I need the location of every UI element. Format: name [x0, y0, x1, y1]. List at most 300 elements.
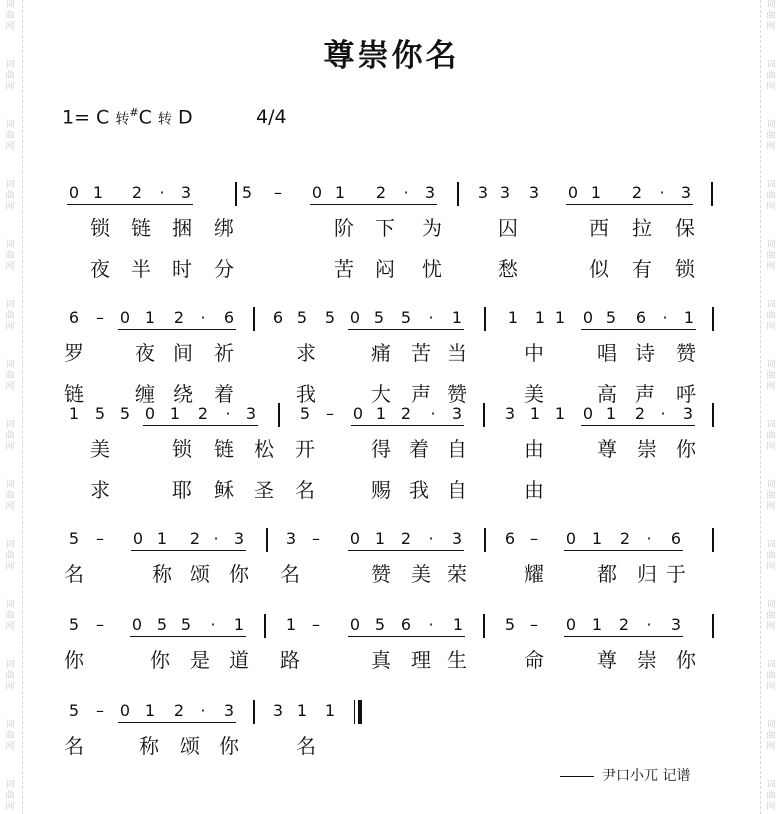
lyric-char: 你 [64, 648, 84, 672]
dot-note: · [646, 529, 652, 548]
bar-line [278, 403, 280, 427]
lyric-char: 称 [152, 562, 172, 586]
lyric-char: 链 [64, 382, 84, 406]
lyric-char: 我 [409, 478, 429, 502]
lyric-char: 颂 [190, 562, 210, 586]
lyric-char: 唱 [597, 341, 617, 365]
watermark-text: 词 曲 网 [766, 420, 776, 452]
watermark-text: 词 曲 网 [5, 120, 15, 152]
lyric-char: 大 [371, 382, 391, 406]
note: 3 [424, 183, 436, 202]
watermark-text: 词 曲 网 [5, 600, 15, 632]
note: 1 [144, 308, 156, 327]
bar-line [483, 403, 485, 427]
dot-note: · [210, 615, 216, 634]
note: 2 [634, 404, 646, 423]
watermark-text: 词 曲 网 [766, 300, 776, 332]
watermark-text: 词 曲 网 [5, 480, 15, 512]
lyric-char: 美 [524, 382, 544, 406]
note: 0 [131, 615, 143, 634]
lyric-char: 赞 [676, 341, 696, 365]
note: 1 [375, 404, 387, 423]
lyric-char: 闷 [375, 257, 395, 281]
lyric-char: 名 [296, 734, 316, 758]
watermark-text: 词 曲 网 [766, 600, 776, 632]
lyric-char: 道 [229, 648, 249, 672]
lyric-char: 保 [675, 216, 695, 240]
beam-underline [564, 550, 683, 551]
note: 0 [349, 529, 361, 548]
dash-note: – [312, 615, 320, 634]
lyric-char: 我 [296, 382, 316, 406]
beam-underline [130, 636, 246, 637]
note: 0 [311, 183, 323, 202]
lyric-char: 命 [524, 648, 544, 672]
note: 2 [618, 615, 630, 634]
note: 5 [156, 615, 168, 634]
lyric-line [0, 215, 783, 241]
lyric-char: 绕 [173, 382, 193, 406]
note: 0 [565, 615, 577, 634]
lyric-char: 缠 [135, 382, 155, 406]
dot-note: · [428, 308, 434, 327]
lyric-char: 锁 [90, 216, 110, 240]
lyric-char: 你 [219, 734, 239, 758]
note: 1 [334, 183, 346, 202]
dot-note: · [200, 308, 206, 327]
note: 1 [554, 308, 566, 327]
lyric-char: 夜 [135, 341, 155, 365]
lyric-char: 尊 [597, 437, 617, 461]
beam-underline [581, 329, 696, 330]
dash-note: – [96, 529, 104, 548]
note: 1 [591, 529, 603, 548]
song-title: 尊崇你名 [323, 38, 460, 74]
dash-note: – [96, 308, 104, 327]
lyric-char: 赞 [447, 382, 467, 406]
note: 2 [619, 529, 631, 548]
note: 6 [223, 308, 235, 327]
dot-note: · [159, 183, 165, 202]
note: 3 [245, 404, 257, 423]
lyric-char: 崇 [637, 648, 657, 672]
lyric-char: 真 [371, 648, 391, 672]
lyric-char: 名 [295, 478, 315, 502]
watermark-text: 词 曲 网 [766, 0, 776, 32]
lyric-line [0, 647, 783, 673]
note: 3 [477, 183, 489, 202]
lyric-char: 为 [422, 216, 442, 240]
note: 1 [534, 308, 546, 327]
lyric-char: 荣 [447, 562, 467, 586]
dot-note: · [430, 404, 436, 423]
note: 5 [68, 529, 80, 548]
note: 6 [635, 308, 647, 327]
beam-underline [564, 636, 683, 637]
note: 2 [131, 183, 143, 202]
dash-note: – [326, 404, 334, 423]
note: 3 [180, 183, 192, 202]
note: 5 [68, 701, 80, 720]
note: 5 [605, 308, 617, 327]
lyric-char: 名 [64, 734, 84, 758]
lyric-char: 自 [447, 437, 467, 461]
lyric-line [0, 477, 783, 503]
note: 3 [272, 701, 284, 720]
note: 6 [400, 615, 412, 634]
lyric-char: 祈 [214, 341, 234, 365]
lyric-char: 名 [280, 562, 300, 586]
note: 1 [452, 615, 464, 634]
beam-underline [67, 204, 193, 205]
lyric-char: 松 [254, 437, 274, 461]
note: 1 [144, 701, 156, 720]
beam-underline [143, 425, 258, 426]
note: 1 [92, 183, 104, 202]
bar-line [711, 182, 713, 206]
watermark-text: 词 曲 网 [5, 540, 15, 572]
lyric-char: 中 [524, 341, 544, 365]
dot-note: · [660, 404, 666, 423]
watermark-text: 词 曲 网 [5, 0, 15, 32]
lyric-char: 你 [676, 437, 696, 461]
lyric-char: 称 [139, 734, 159, 758]
key-base: 1= C [62, 106, 110, 129]
note: 0 [119, 308, 131, 327]
note: 1 [68, 404, 80, 423]
beam-underline [348, 550, 464, 551]
note: 5 [400, 308, 412, 327]
note: 5 [68, 615, 80, 634]
note: 2 [400, 529, 412, 548]
lyric-char: 罗 [64, 341, 84, 365]
note: 1 [529, 404, 541, 423]
bar-line [235, 182, 237, 206]
lyric-line [0, 340, 783, 366]
note: 6 [272, 308, 284, 327]
lyric-char: 你 [229, 562, 249, 586]
bar-line [253, 700, 255, 724]
lyric-char: 高 [597, 382, 617, 406]
watermark-text: 词 曲 网 [5, 660, 15, 692]
credit-text: 尹口小兀 记谱 [602, 768, 691, 784]
lyric-char: 锁 [675, 257, 695, 281]
lyric-char: 求 [296, 341, 316, 365]
lyric-char: 是 [190, 648, 210, 672]
beam-underline [566, 204, 693, 205]
note: 1 [296, 701, 308, 720]
lyric-char: 痛 [371, 341, 391, 365]
watermark-text: 词 曲 网 [766, 540, 776, 572]
note: 1 [591, 615, 603, 634]
note: 5 [94, 404, 106, 423]
score-line [0, 403, 783, 427]
lyric-char: 路 [280, 648, 300, 672]
note: 5 [241, 183, 253, 202]
watermark-text: 词 曲 网 [766, 780, 776, 812]
bar-line [484, 528, 486, 552]
note: 0 [567, 183, 579, 202]
key-sharp: # [129, 106, 139, 119]
note: 1 [233, 615, 245, 634]
lyric-char: 间 [173, 341, 193, 365]
note: 0 [119, 701, 131, 720]
lyric-line [0, 256, 783, 282]
lyric-char: 求 [90, 478, 110, 502]
watermark-text: 词 曲 网 [5, 720, 15, 752]
dot-note: · [200, 701, 206, 720]
note: 5 [299, 404, 311, 423]
note: 1 [451, 308, 463, 327]
beam-underline [118, 329, 236, 330]
lyric-char: 耀 [524, 562, 544, 586]
lyric-line [0, 436, 783, 462]
note: 2 [189, 529, 201, 548]
key-note-2: C [138, 106, 152, 129]
lyric-char: 忧 [422, 257, 442, 281]
dash-note: – [274, 183, 282, 202]
beam-underline [131, 550, 246, 551]
lyric-char: 自 [447, 478, 467, 502]
dot-note: · [213, 529, 219, 548]
final-bar-line [354, 700, 362, 724]
note: 3 [451, 529, 463, 548]
lyric-char: 锁 [172, 437, 192, 461]
note: 3 [451, 404, 463, 423]
note: 5 [504, 615, 516, 634]
lyric-char: 苦 [334, 257, 354, 281]
note: 3 [504, 404, 516, 423]
beam-underline [118, 722, 236, 723]
dash-note: – [312, 529, 320, 548]
beam-underline [581, 425, 695, 426]
score-line [0, 614, 783, 638]
lyric-char: 时 [172, 257, 192, 281]
transcriber-credit [560, 765, 690, 785]
note: 3 [680, 183, 692, 202]
score-line [0, 182, 783, 206]
dash-note: – [96, 615, 104, 634]
lyric-char: 囚 [498, 216, 518, 240]
lyric-char: 颂 [180, 734, 200, 758]
score-line [0, 307, 783, 331]
bar-line [266, 528, 268, 552]
bar-line [264, 614, 266, 638]
lyric-char: 归 [637, 562, 657, 586]
lyric-char: 拉 [632, 216, 652, 240]
lyric-char: 名 [64, 562, 84, 586]
note: 2 [173, 701, 185, 720]
lyric-char: 诗 [635, 341, 655, 365]
note: 5 [374, 615, 386, 634]
lyric-char: 呼 [676, 382, 696, 406]
lyric-line [0, 733, 783, 759]
bar-line [712, 528, 714, 552]
lyric-char: 崇 [637, 437, 657, 461]
note: 3 [223, 701, 235, 720]
note: 1 [554, 404, 566, 423]
credit-dash [560, 776, 594, 777]
note: 0 [582, 308, 594, 327]
note: 0 [582, 404, 594, 423]
note: 3 [499, 183, 511, 202]
bar-line [484, 307, 486, 331]
key-zhuan-1: 转 [115, 111, 130, 128]
lyric-char: 阶 [334, 216, 354, 240]
dot-note: · [646, 615, 652, 634]
watermark-text: 词 曲 网 [766, 480, 776, 512]
note: 1 [374, 529, 386, 548]
note: 5 [180, 615, 192, 634]
dot-note: · [662, 308, 668, 327]
lyric-char: 于 [666, 562, 686, 586]
note: 0 [565, 529, 577, 548]
note: 1 [683, 308, 695, 327]
lyric-char: 理 [411, 648, 431, 672]
dash-note: – [530, 529, 538, 548]
lyric-char: 你 [150, 648, 170, 672]
watermark-text: 词 曲 网 [5, 240, 15, 272]
beam-underline [351, 425, 464, 426]
dot-note: · [403, 183, 409, 202]
lyric-char: 开 [295, 437, 315, 461]
note: 1 [169, 404, 181, 423]
lyric-char: 当 [447, 341, 467, 365]
lyric-char: 分 [214, 257, 234, 281]
lyric-char: 半 [131, 257, 151, 281]
note: 0 [132, 529, 144, 548]
note: 3 [682, 404, 694, 423]
dash-note: – [96, 701, 104, 720]
note: 2 [197, 404, 209, 423]
note: 1 [156, 529, 168, 548]
lyric-char: 耶 [172, 478, 192, 502]
watermark-text: 词 曲 网 [766, 360, 776, 392]
watermark-text: 词 曲 网 [5, 780, 15, 812]
key-signature [62, 106, 193, 128]
watermark-text: 词 曲 网 [766, 720, 776, 752]
lyric-char: 声 [411, 382, 431, 406]
watermark-text: 词 曲 网 [766, 180, 776, 212]
note: 3 [670, 615, 682, 634]
watermark-text: 词 曲 网 [766, 240, 776, 272]
watermark-text: 词 曲 网 [5, 60, 15, 92]
lyric-char: 尊 [597, 648, 617, 672]
lyric-char: 赞 [371, 562, 391, 586]
note: 0 [349, 615, 361, 634]
note: 0 [68, 183, 80, 202]
note: 1 [605, 404, 617, 423]
watermark-text: 词 曲 网 [5, 360, 15, 392]
time-signature: 4/4 [256, 106, 287, 128]
note: 1 [507, 308, 519, 327]
note: 1 [285, 615, 297, 634]
note: 6 [68, 308, 80, 327]
lyric-char: 圣 [254, 478, 274, 502]
lyric-char: 链 [214, 437, 234, 461]
note: 2 [400, 404, 412, 423]
lyric-char: 由 [524, 437, 544, 461]
lyric-char: 捆 [172, 216, 192, 240]
beam-underline [348, 329, 464, 330]
bar-line [712, 614, 714, 638]
key-zhuan-2: 转 [157, 111, 172, 128]
watermark-text: 词 曲 网 [766, 60, 776, 92]
note: 5 [373, 308, 385, 327]
score-line [0, 528, 783, 552]
note: 2 [375, 183, 387, 202]
note: 0 [144, 404, 156, 423]
lyric-char: 稣 [214, 478, 234, 502]
lyric-line [0, 561, 783, 587]
note: 0 [349, 308, 361, 327]
note: 5 [296, 308, 308, 327]
note: 3 [285, 529, 297, 548]
watermark-text: 词 曲 网 [5, 300, 15, 332]
watermark-text: 词 曲 网 [5, 420, 15, 452]
lyric-char: 有 [632, 257, 652, 281]
lyric-char: 美 [411, 562, 431, 586]
bar-line [483, 614, 485, 638]
lyric-char: 得 [371, 437, 391, 461]
note: 0 [352, 404, 364, 423]
bar-line [253, 307, 255, 331]
lyric-char: 下 [375, 216, 395, 240]
lyric-char: 声 [635, 382, 655, 406]
lyric-char: 链 [131, 216, 151, 240]
bar-line [712, 307, 714, 331]
dot-note: · [225, 404, 231, 423]
lyric-char: 赐 [371, 478, 391, 502]
dot-note: · [659, 183, 665, 202]
lyric-char: 西 [589, 216, 609, 240]
dash-note: – [530, 615, 538, 634]
dot-note: · [428, 529, 434, 548]
beam-underline [310, 204, 437, 205]
note: 6 [670, 529, 682, 548]
watermark-text: 词 曲 网 [766, 120, 776, 152]
beam-underline [348, 636, 465, 637]
note: 6 [504, 529, 516, 548]
note: 2 [631, 183, 643, 202]
bar-line [457, 182, 459, 206]
note: 5 [119, 404, 131, 423]
watermark-text: 词 曲 网 [766, 660, 776, 692]
lyric-char: 着 [214, 382, 234, 406]
note: 1 [590, 183, 602, 202]
key-note-3: D [177, 106, 193, 129]
note: 1 [324, 701, 336, 720]
note: 3 [233, 529, 245, 548]
lyric-char: 美 [90, 437, 110, 461]
lyric-char: 都 [597, 562, 617, 586]
note: 5 [324, 308, 336, 327]
note: 3 [528, 183, 540, 202]
lyric-char: 着 [409, 437, 429, 461]
lyric-char: 生 [447, 648, 467, 672]
lyric-char: 苦 [411, 341, 431, 365]
note: 2 [173, 308, 185, 327]
lyric-char: 绑 [214, 216, 234, 240]
lyric-char: 愁 [498, 257, 518, 281]
lyric-char: 似 [589, 257, 609, 281]
bar-line [712, 403, 714, 427]
score-line [0, 700, 783, 724]
watermark-text: 词 曲 网 [5, 180, 15, 212]
lyric-char: 夜 [90, 257, 110, 281]
lyric-char: 由 [524, 478, 544, 502]
lyric-char: 你 [676, 648, 696, 672]
